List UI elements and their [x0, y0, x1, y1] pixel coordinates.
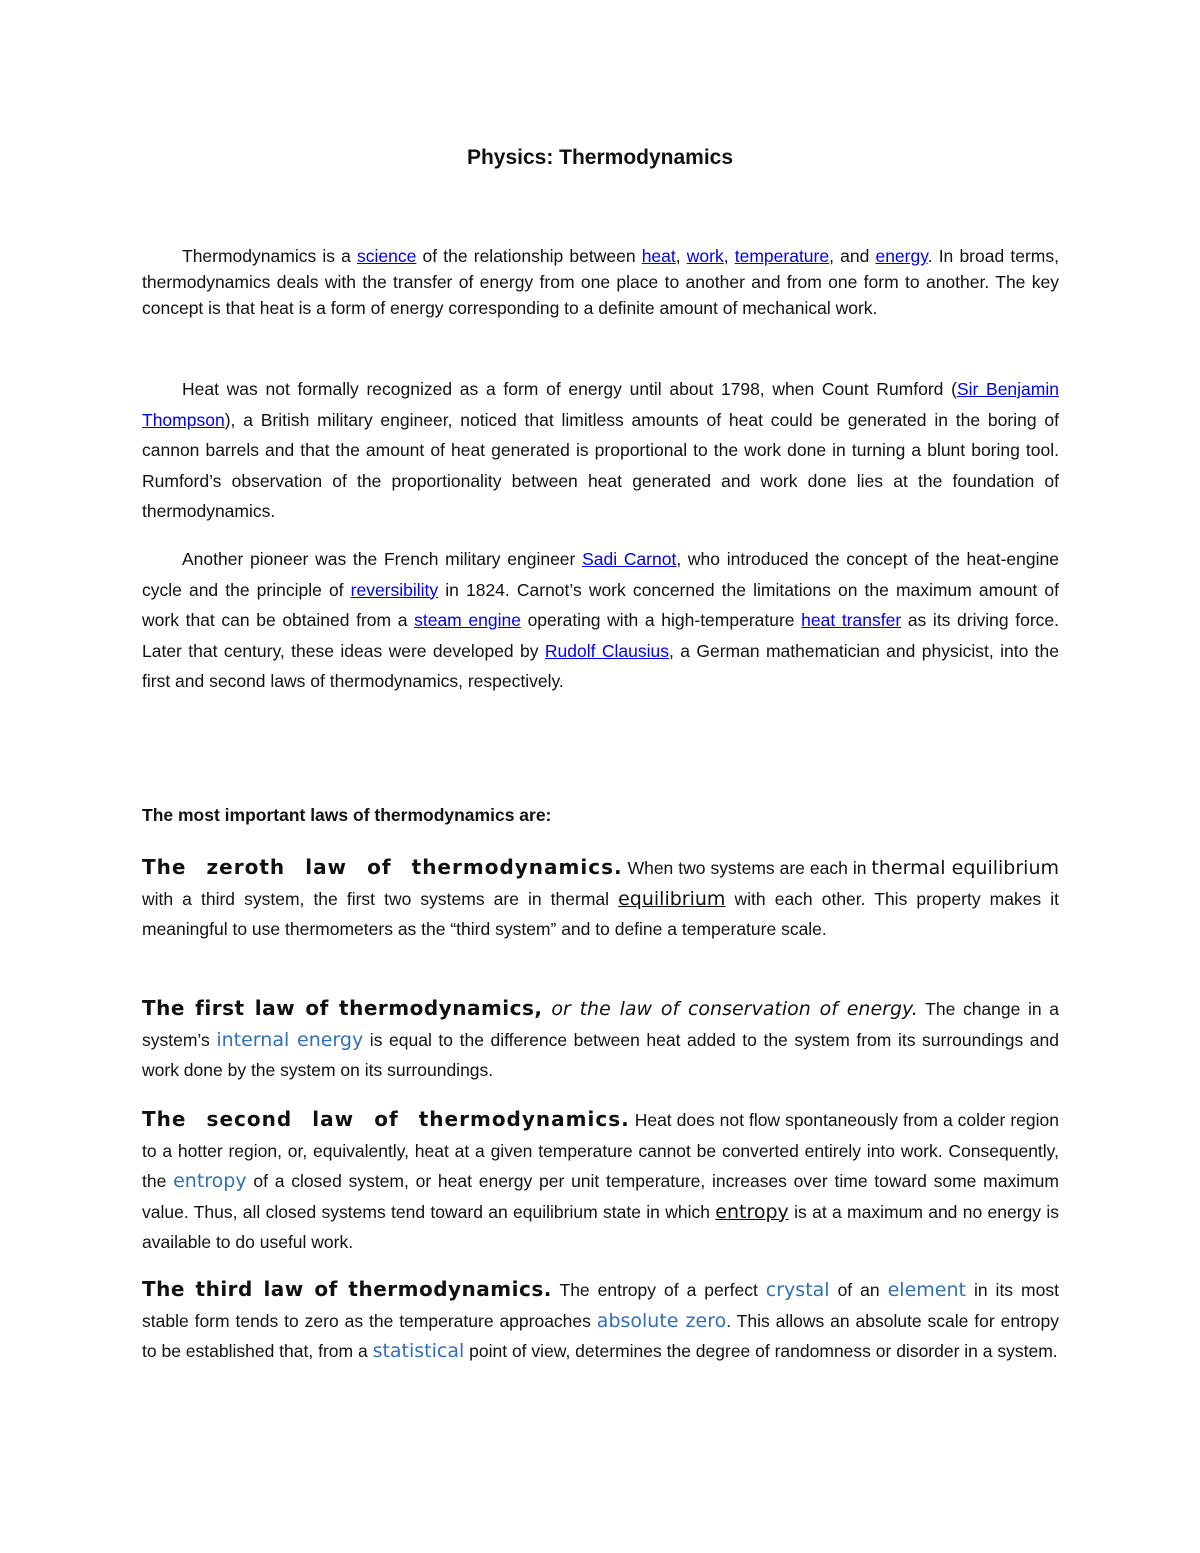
link-heat[interactable]: heat [641, 246, 676, 266]
first-law-paragraph [142, 993, 1059, 1086]
text: of a closed system, or heat energy per unit temperature, increases over time toward some maximum value. Thus, all closed systems tend toward an equilibrium state in which [142, 1171, 1059, 1222]
term-thermal-equilibrium: thermal equilibrium [871, 857, 1059, 879]
text: The change in a system’s [142, 999, 1059, 1050]
text: , who introduced the concept of the heat-engine cycle and the principle of [142, 549, 1059, 600]
law-title: The second law of thermodynamics. [142, 1107, 630, 1131]
link-energy[interactable]: energy [875, 246, 928, 266]
third-law-paragraph [142, 1274, 1059, 1367]
rumford-paragraph [142, 374, 1059, 527]
text: is equal to the difference between heat added to the system from its surroundings and work done by the system on its surroundings. [142, 1029, 1060, 1080]
carnot-paragraph [142, 544, 1059, 697]
text: with each other. This property makes it meaningful to use thermometers as the “third system” and to define a temperature scale. [142, 888, 1060, 939]
law-title: The third law of thermodynamics. [142, 1277, 552, 1301]
link-benjamin-thompson[interactable]: Sir Benjamin Thompson [142, 379, 1059, 430]
laws-heading: The most important laws of thermodynamics are: [142, 805, 552, 825]
link-work[interactable]: work [686, 246, 724, 266]
text: of an [829, 1280, 888, 1300]
text: Heat does not flow spontaneously from a colder region to a hotter region, or, equivalently, heat at a given temperature cannot be converted entirely into work. Consequently, the [142, 1110, 1059, 1191]
law-title: The zeroth law of thermodynamics. [142, 855, 623, 879]
link-temperature[interactable]: temperature [734, 246, 830, 266]
text: Thermodynamics is a [182, 246, 358, 266]
term-entropy[interactable]: entropy [173, 1170, 247, 1192]
text: with a third system, the first two systems are in thermal [142, 888, 619, 909]
text: ), a British military engineer, noticed that limitless amounts of heat could be generated in the boring of cannon barrels and that the amount of heat generated is proportional to the work done in turning a blunt boring tool. Rumford’s observation of the proportionality between heat generated and work done lies at the foundation of thermodynamics. [142, 409, 1059, 521]
link-heat-transfer[interactable]: heat transfer [801, 610, 902, 630]
text: , [675, 246, 687, 266]
text: is at a maximum and no energy is available to do useful work. [142, 1201, 1059, 1252]
term-element[interactable]: element [887, 1279, 966, 1301]
text: , a German mathematician and physicist, into the first and second laws of thermodynamics, respectively. [142, 640, 1060, 691]
text: The entropy of a perfect [551, 1280, 766, 1300]
text: in its most stable form tends to zero as the temperature approaches [142, 1280, 1059, 1331]
link-reversibility[interactable]: reversibility [350, 579, 439, 600]
text: point of view, determines the degree of randomness or disorder in a system. [464, 1341, 1058, 1361]
text: When two systems are each in [622, 858, 872, 878]
term-absolute-zero[interactable]: absolute zero [596, 1309, 727, 1332]
second-law-paragraph [142, 1104, 1059, 1258]
term-internal-energy[interactable]: internal energy [216, 1028, 364, 1051]
text: of the relationship between [416, 246, 642, 266]
term-entropy-underlined[interactable]: entropy [715, 1200, 789, 1223]
link-science[interactable]: science [357, 246, 417, 266]
link-rudolf-clausius[interactable]: Rudolf Clausius [544, 640, 670, 661]
text: , and [829, 246, 876, 266]
text: as its driving force. Later that century, these ideas were developed by [142, 610, 1059, 661]
text: Heat was not formally recognized as a form of energy until about 1798, when Count Rumford ( [182, 379, 957, 399]
term-crystal[interactable]: crystal [765, 1279, 830, 1301]
term-statistical[interactable]: statistical [372, 1340, 465, 1362]
page-title: Physics: Thermodynamics [466, 146, 734, 169]
zeroth-law-paragraph [142, 852, 1059, 945]
link-sadi-carnot[interactable]: Sadi Carnot [582, 549, 677, 569]
text: in 1824. Carnot’s work concerned the limitations on the maximum amount of work that can be obtained from a [142, 579, 1059, 630]
text: . In broad terms, thermodynamics deals with the transfer of energy from one place to another and from one form to another. The key concept is that heat is a form of energy corresponding to a definite amount of mechanical work. [142, 246, 1059, 318]
text: operating with a high-temperature [520, 610, 802, 630]
text: . This allows an absolute scale for entropy to be established that, from a [142, 1310, 1059, 1361]
text: Another pioneer was the French military engineer [182, 549, 583, 569]
link-steam-engine[interactable]: steam engine [414, 610, 521, 630]
law-subtitle: or the law of conservation of energy. [542, 998, 918, 1020]
term-equilibrium[interactable]: equilibrium [618, 887, 726, 910]
law-title: The first law of thermodynamics, [142, 996, 543, 1020]
intro-paragraph [142, 243, 1059, 321]
text: , [723, 246, 735, 266]
